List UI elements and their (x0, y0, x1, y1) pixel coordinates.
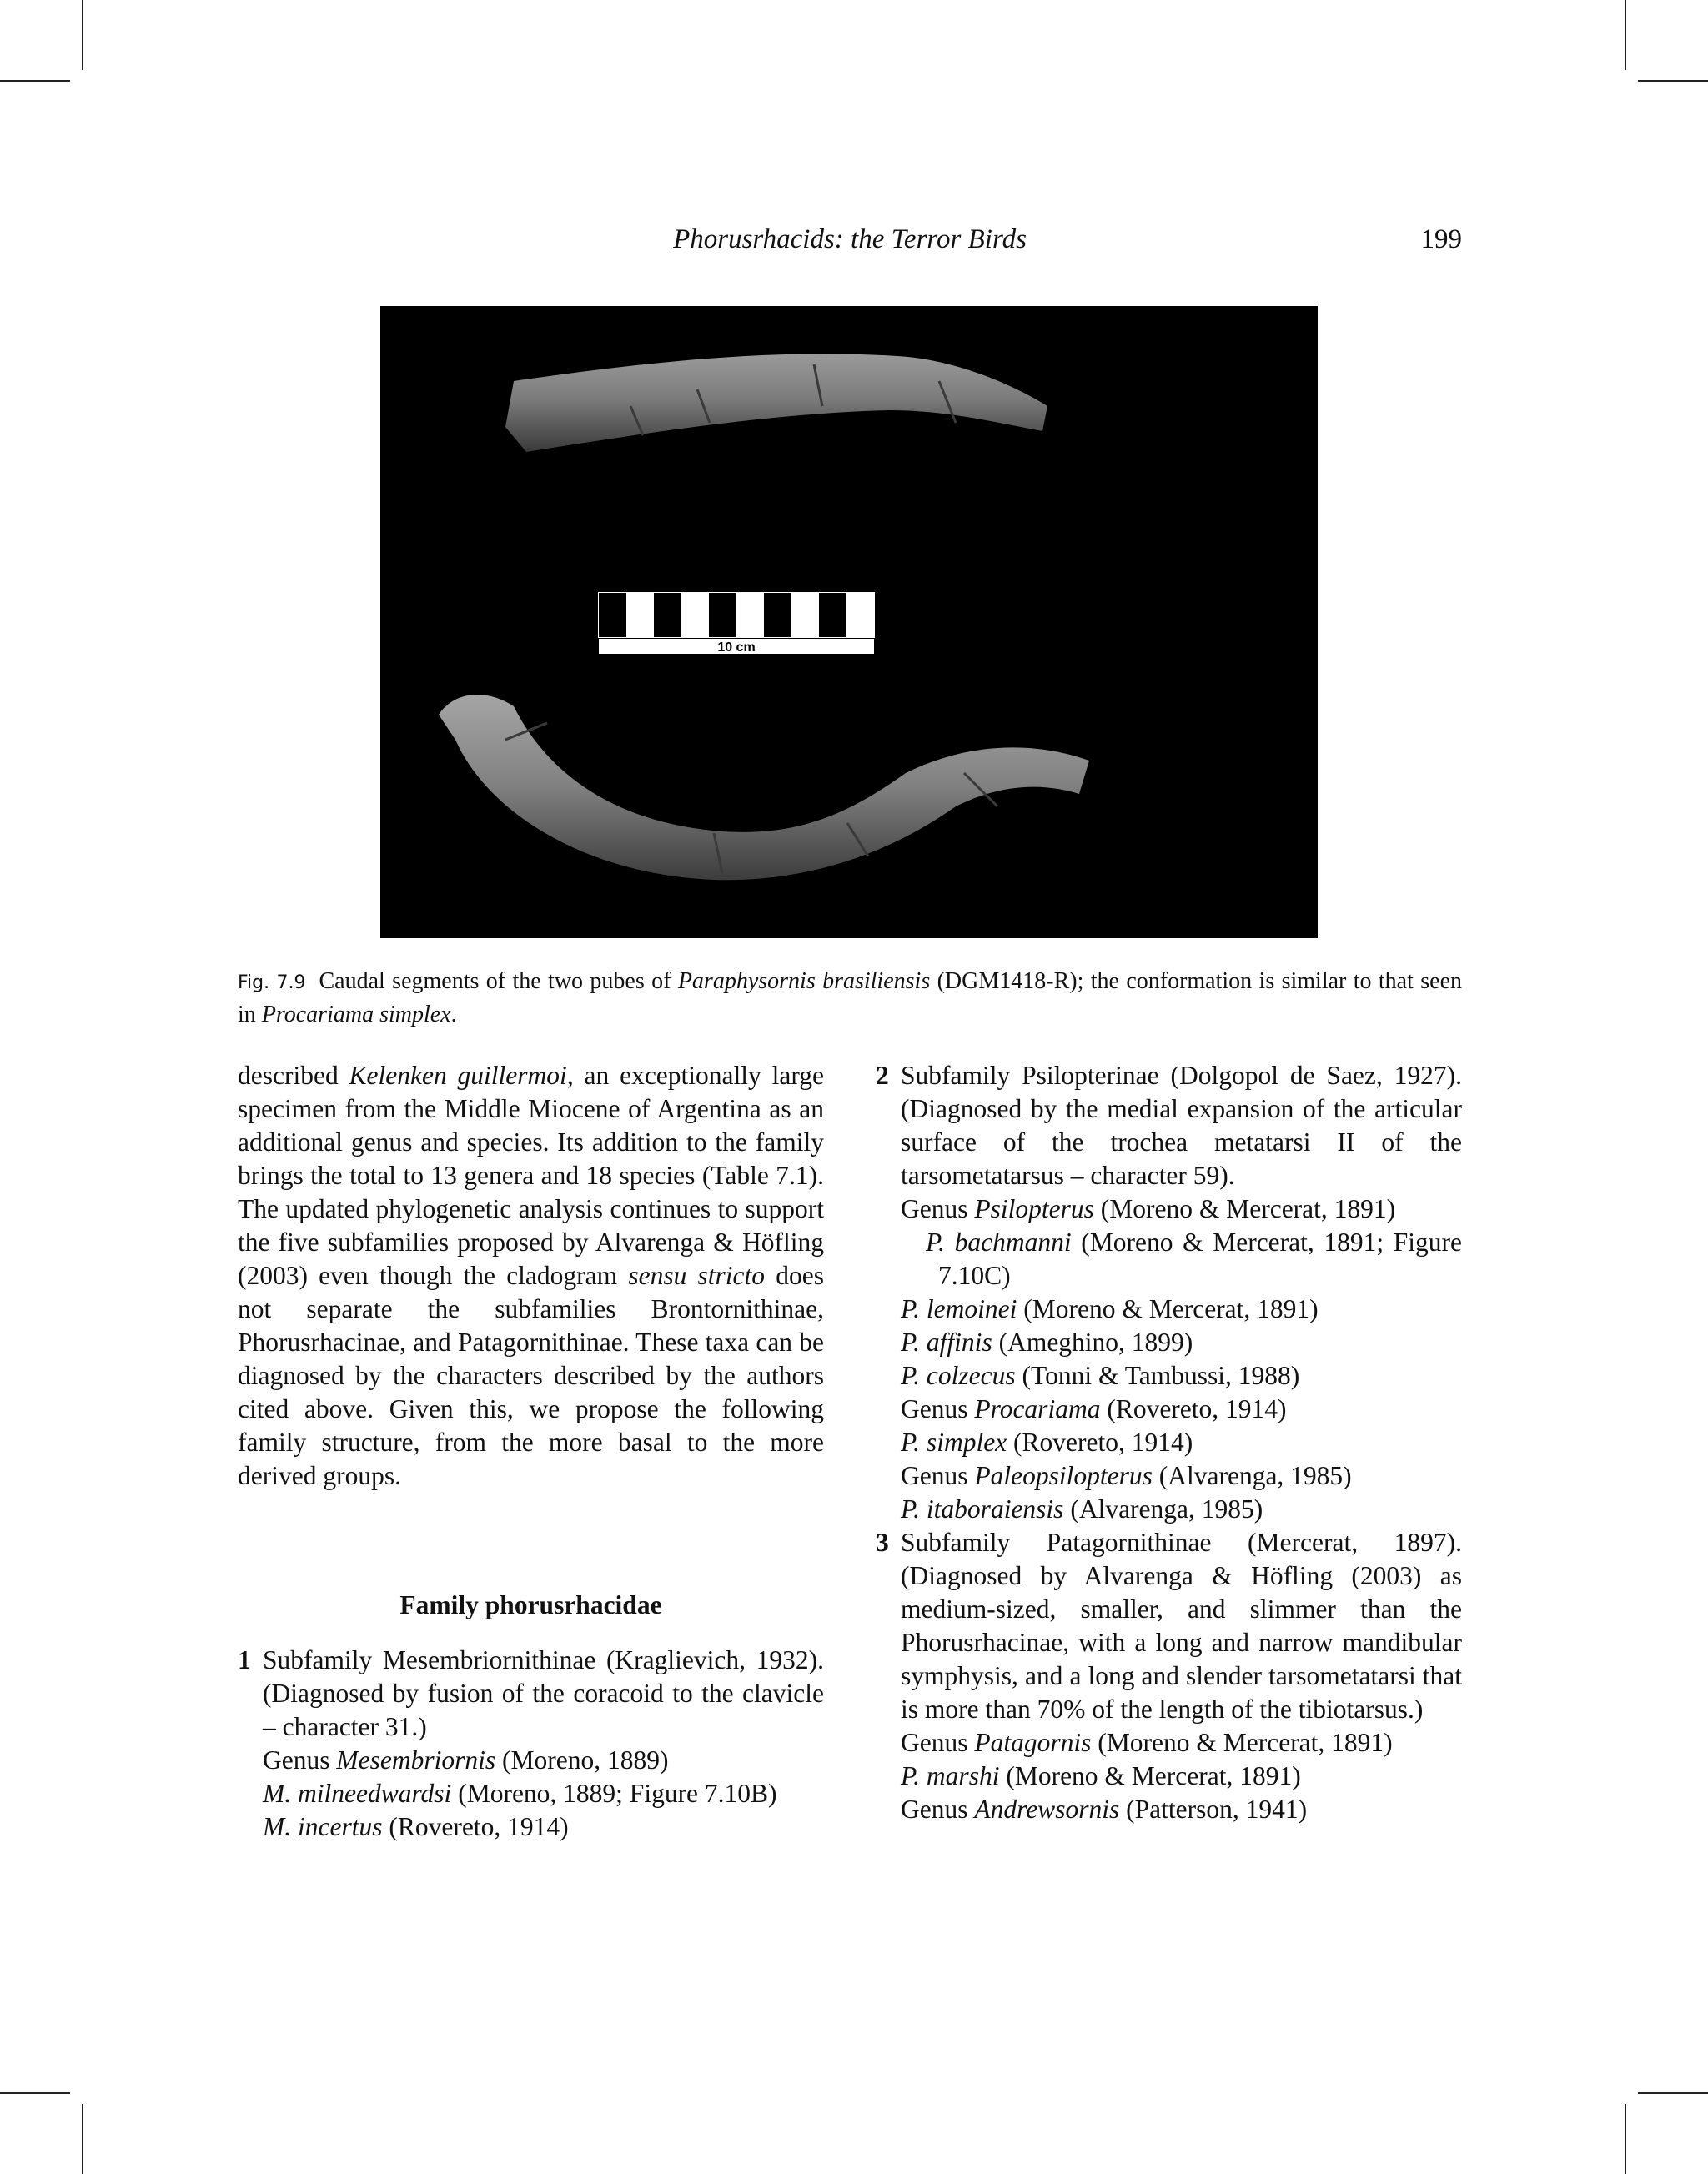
item-description: Subfamily Psilopterinae (Dolgopol de Saez, 1927). (Diagnosed by the medial expansion of the articular surface of the trochea metatarsi II of the tarsometatarsus – character 59). (901, 1061, 1462, 1190)
lower-pubis-bone (439, 695, 1089, 880)
figure-caption (238, 966, 1462, 1031)
species-entry: M. milneedwardsi (Moreno, 1889; Figure 7.10B) (263, 1779, 777, 1808)
list-item (238, 1644, 824, 1844)
species-entry: P. marshi (Moreno & Mercerat, 1891) (901, 1761, 1301, 1790)
caption-text: Caudal segments of the two pubes of (319, 968, 678, 994)
page-number: 199 (1420, 224, 1462, 254)
body-taxon: Kelenken guillermoi (349, 1061, 567, 1090)
genus-entry: Genus Patagornis (Moreno & Mercerat, 1891) (901, 1728, 1393, 1757)
body-text: , an exceptionally large specimen from the Middle Miocene of Argentina as an additional genus and species. Its addition to the family brings the total to 13 genera and 18 species (Table 7.1). The updated phylogenetic analysis continues to support the five subfamilies proposed by Alvarenga & Höfling (2003) even though the cladogram (238, 1061, 824, 1290)
pubes-photo (380, 306, 1318, 938)
figure-photo (380, 306, 1318, 938)
running-title: Phorusrhacids: the Terror Birds (673, 224, 1027, 254)
item-number: 1 (238, 1645, 251, 1674)
crop-mark (0, 2092, 70, 2094)
genus-entry: Genus Psilopterus (Moreno & Mercerat, 1891) (901, 1194, 1396, 1223)
list-item (876, 1526, 1462, 1826)
caption-taxon: Procariama simplex (261, 1002, 451, 1027)
genus-entry: Genus Andrewsornis (Patterson, 1941) (901, 1795, 1308, 1824)
item-description: Subfamily Mesembriornithinae (Kraglievich, 1932). (Diagnosed by fusion of the coracoid to the clavicle – character 31.) (263, 1645, 824, 1741)
caption-taxon: Paraphysornis brasiliensis (677, 968, 931, 994)
item-number: 2 (876, 1061, 889, 1090)
item-number: 3 (876, 1528, 889, 1557)
left-column (238, 1059, 824, 1844)
species-entry: P. bachmanni (Moreno & Mercerat, 1891; Figure 7.10C) (926, 1228, 1462, 1290)
genus-entry: Genus Procariama (Rovereto, 1914) (901, 1394, 1287, 1423)
list-item (876, 1059, 1462, 1526)
genus-entry: Genus Mesembriornis (Moreno, 1889) (263, 1745, 669, 1775)
body-text: described (238, 1061, 349, 1090)
crop-mark (1638, 2092, 1708, 2094)
species-entry: P. lemoinei (Moreno & Mercerat, 1891) (901, 1294, 1319, 1323)
crop-mark (82, 2104, 83, 2174)
body-text: does not separate the subfamilies Brontornithinae, Phorusrhacinae, and Patagornithinae. These taxa can be diagnosed by the characters described by the authors cited above. Given this, we propose the following family structure, from the more basal to the more derived groups. (238, 1261, 824, 1490)
species-entry: P. simplex (Rovereto, 1914) (901, 1428, 1193, 1457)
scale-bar (599, 593, 874, 655)
body-term: sensu stricto (628, 1261, 766, 1290)
item-description: Subfamily Patagornithinae (Mercerat, 1897). (Diagnosed by Alvarenga & Höfling (2003) as medium-sized, smaller, and slimmer than the Phorusrhacinae, with a long and narrow mandibular symphysis, and a long and slender tarsometatarsi that is more than 70% of the length of the tibiotarsus.) (901, 1528, 1462, 1724)
crop-mark (1625, 0, 1626, 70)
genus-entry: Genus Paleopsilopterus (Alvarenga, 1985) (901, 1461, 1352, 1490)
scale-bar-label: 10 cm (717, 640, 756, 655)
figure-label: Fig. 7.9 (238, 972, 306, 993)
section-heading: Family phorusrhacidae (399, 1590, 662, 1619)
species-entry: P. colzecus (Tonni & Tambussi, 1988) (901, 1361, 1300, 1390)
crop-mark (0, 80, 70, 82)
crop-mark (82, 0, 83, 70)
caption-text: . (450, 1002, 457, 1027)
species-entry: P. affinis (Ameghino, 1899) (901, 1328, 1193, 1357)
running-header (238, 218, 1462, 260)
upper-pubis-bone (505, 354, 1047, 452)
caption-text: (DGM1418-R); the conformation is similar to that seen in (238, 968, 1462, 1027)
species-entry: P. itaboraiensis (Alvarenga, 1985) (901, 1494, 1263, 1524)
body-paragraph (238, 1059, 824, 1493)
crop-mark (1638, 80, 1708, 82)
crop-mark (1625, 2104, 1626, 2174)
species-entry: M. incertus (Rovereto, 1914) (263, 1812, 569, 1841)
right-column (876, 1059, 1462, 1826)
